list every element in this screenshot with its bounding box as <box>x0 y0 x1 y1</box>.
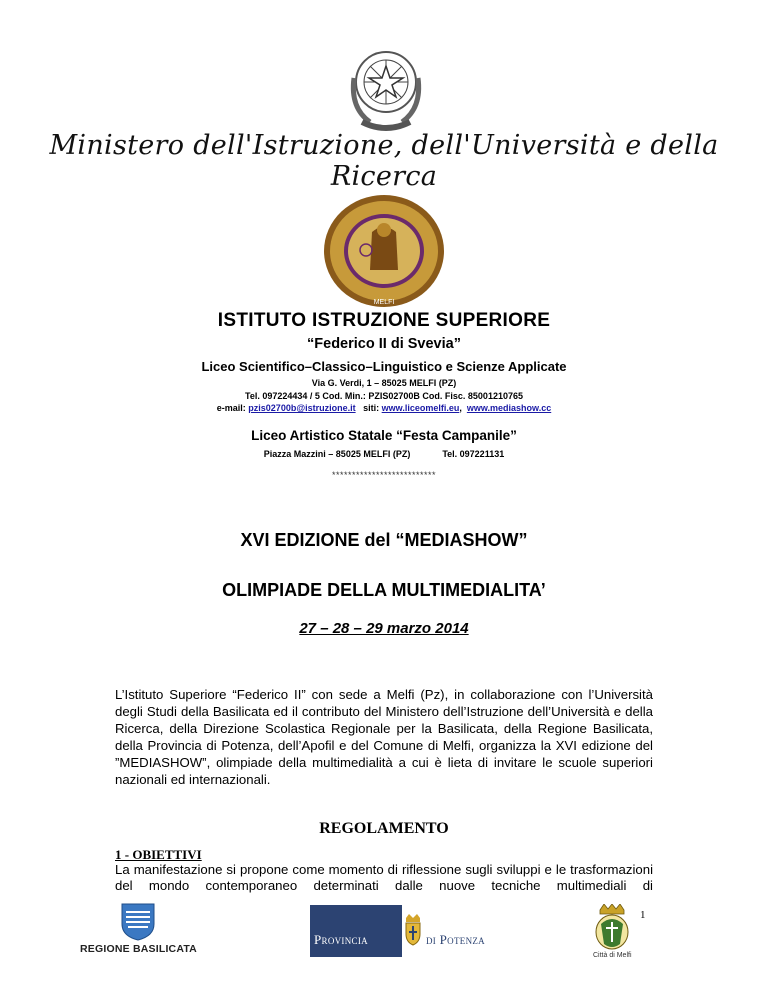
seal-city-label: MELFI <box>373 299 395 306</box>
edition-title: XVI EDIZIONE del “MEDIASHOW” <box>240 530 528 550</box>
italian-republic-emblem-icon <box>340 38 432 138</box>
provincia-logo-box <box>310 905 402 957</box>
provincia-label: Provincia <box>314 932 368 947</box>
regolamento-heading: REGOLAMENTO <box>319 820 449 837</box>
citta-di-melfi-crest-icon <box>592 904 632 952</box>
liceo-artistico-title: Liceo Artistico Statale “Festa Campanile” <box>251 428 517 443</box>
page-number: 1 <box>640 909 646 921</box>
ministry-title: Ministero dell'Istruzione, dell'Università e della Ricerca <box>49 130 719 192</box>
obiettivi-heading: 1 - OBIETTIVI <box>115 847 202 862</box>
regione-basilicata-logo-icon <box>118 902 158 942</box>
stars-divider: ************************** <box>331 470 437 480</box>
regione-label: REGIONE BASILICATA <box>80 943 197 955</box>
provincia-crest-icon <box>403 914 423 946</box>
olimpiade-title: OLIMPIADE DELLA MULTIMEDIALITA’ <box>222 580 546 600</box>
contacts-line: e-mail: pzis02700b@istruzione.it siti: www.liceomelfi.eu, www.mediashow.cc <box>216 403 552 413</box>
event-dates: 27 – 28 – 29 marzo 2014 <box>299 620 469 637</box>
site-link-mediashow[interactable]: www.mediashow.cc <box>466 403 552 413</box>
school-address: Via G. Verdi, 1 – 85025 MELFI (PZ) <box>311 378 457 388</box>
artistico-tel: Tel. 097221131 <box>442 449 505 459</box>
artistico-address: Piazza Mazzini – 85025 MELFI (PZ) <box>263 449 411 459</box>
school-seal-icon <box>310 192 458 310</box>
site-link-liceomelfi[interactable]: www.liceomelfi.eu <box>381 403 460 413</box>
school-tel-line: Tel. 097224434 / 5 Cod. Min.: PZIS02700B Cod. Fisc. 85001210765 <box>245 391 523 401</box>
email-label: e-mail: <box>216 403 246 413</box>
liceo-line: Liceo Scientifico–Classico–Linguistico e Scienze Applicate <box>201 359 567 374</box>
melfi-label: Città di Melfi <box>593 952 632 959</box>
sites-label: siti: <box>363 403 380 413</box>
email-link[interactable]: pzis02700b@istruzione.it <box>248 403 356 413</box>
provincia-label-di-potenza: di Potenza <box>426 932 485 947</box>
school-subtitle: “Federico II di Svevia” <box>307 336 461 352</box>
intro-paragraph: L’Istituto Superiore “Federico II” con sede a Melfi (Pz), in collaborazione con l’Università degli Studi della Basilicata ed il contributo del Ministero dell’Istruzione dell’Università e della Ricerca, della Direzione Scolastica Regionale per la Basilicata, della Regione Basilicata, della Provincia di Potenza, dell’Apofil e del Comune di Melfi, organizza la XVI edizione del ”MEDIASHOW”, olimpiade della multimedialità a cui è lieta di invitare le scuole superiori nazionali ed internazionali. <box>115 687 653 787</box>
artistico-address-line <box>0 449 768 459</box>
obiettivi-paragraph: La manifestazione si propone come momento di riflessione sugli sviluppi e le trasformazioni del mondo contemporaneo determinati dalle nuove tecniche multimediali di <box>115 862 653 893</box>
school-title: ISTITUTO ISTRUZIONE SUPERIORE <box>217 310 551 331</box>
